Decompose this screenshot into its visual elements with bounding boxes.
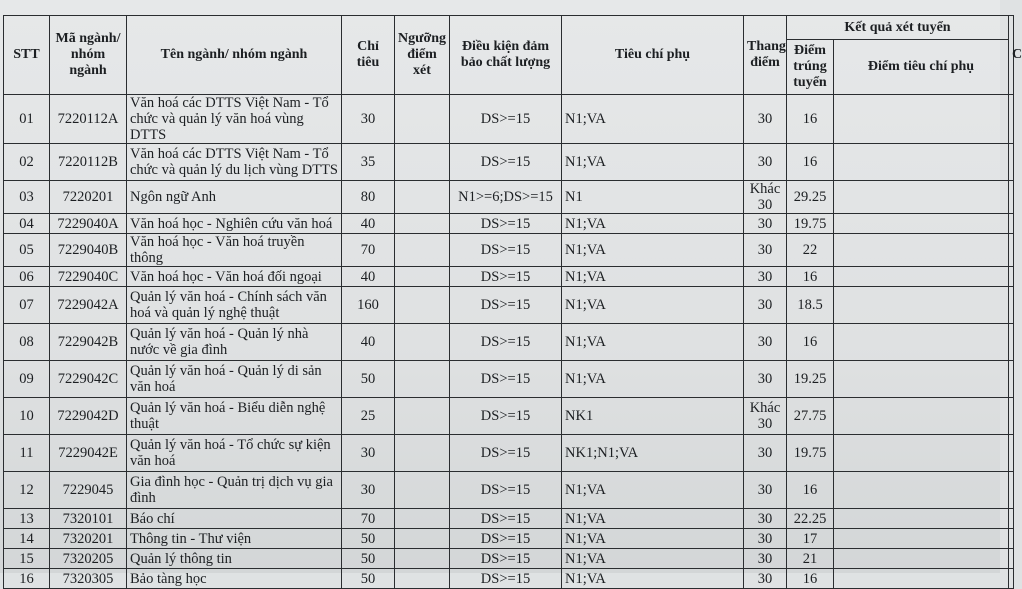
table-row [4,529,1014,549]
header-diem-trung-tuyen: Điểm trúng tuyển [787,40,834,95]
cell-ma-nganh: 7229040A [50,214,127,234]
cell-extra [1009,529,1014,549]
cell-chi-tieu: 50 [342,569,395,589]
table-row [4,569,1014,589]
header-extra: C [1009,16,1014,95]
cell-dieu-kien: DS>=15 [450,569,562,589]
cell-dieu-kien: N1>=6;DS>=15 [450,181,562,214]
table-row [4,549,1014,569]
table-row [4,324,1014,361]
cell-dieu-kien: DS>=15 [450,472,562,509]
cell-ma-nganh: 7229042E [50,435,127,472]
cell-tieu-chi-phu: N1;VA [562,529,744,549]
table-header [4,16,1022,95]
cell-diem-trung-tuyen: 16 [787,267,834,287]
cell-diem-trung-tuyen: 29.25 [787,181,834,214]
header-ten-nganh: Tên ngành/ nhóm ngành [127,16,342,95]
cell-tieu-chi-phu: N1;VA [562,144,744,181]
cell-chi-tieu: 30 [342,95,395,144]
cell-dieu-kien: DS>=15 [450,144,562,181]
cell-stt: 07 [4,287,50,324]
cell-ma-nganh: 7229042B [50,324,127,361]
header-tieu-chi-phu: Tiêu chí phụ [562,16,744,95]
cell-thang-diem: 30 [744,95,787,144]
cell-ma-nganh: 7320101 [50,509,127,529]
table-row [4,267,1014,287]
cell-diem-tieu-chi-phu [834,95,1009,144]
cell-ma-nganh: 7229040C [50,267,127,287]
cell-diem-trung-tuyen: 22 [787,234,834,267]
cell-diem-trung-tuyen: 18.5 [787,287,834,324]
cell-dieu-kien: DS>=15 [450,549,562,569]
header-nguong-diem: Ngưỡng điểm xét [395,16,450,95]
cell-diem-tieu-chi-phu [834,234,1009,267]
table-row [4,95,1014,144]
cell-ten-nganh: Bảo tàng học [127,569,342,589]
cell-ma-nganh: 7229045 [50,472,127,509]
cell-extra [1009,214,1014,234]
cell-stt: 15 [4,549,50,569]
cell-stt: 10 [4,398,50,435]
cell-nguong-diem [395,214,450,234]
cell-extra [1009,509,1014,529]
cell-ma-nganh: 7220112B [50,144,127,181]
cell-thang-diem: Khác 30 [744,398,787,435]
cell-chi-tieu: 70 [342,234,395,267]
cell-extra [1009,267,1014,287]
cell-thang-diem: 30 [744,472,787,509]
cell-stt: 09 [4,361,50,398]
cell-chi-tieu: 40 [342,267,395,287]
cell-diem-trung-tuyen: 21 [787,549,834,569]
cell-extra [1009,569,1014,589]
table-row [4,435,1014,472]
cell-ten-nganh: Thông tin - Thư viện [127,529,342,549]
cell-dieu-kien: DS>=15 [450,95,562,144]
cell-extra [1009,472,1014,509]
cell-diem-tieu-chi-phu [834,569,1009,589]
cell-diem-trung-tuyen: 16 [787,95,834,144]
cell-thang-diem: 30 [744,549,787,569]
header-dieu-kien: Điều kiện đảm bảo chất lượng [450,16,562,95]
header-diem-tieu-chi-phu: Điểm tiêu chí phụ [834,40,1009,95]
header-chi-tieu: Chỉ tiêu [342,16,395,95]
cell-dieu-kien: DS>=15 [450,529,562,549]
cell-tieu-chi-phu: N1;VA [562,214,744,234]
cell-chi-tieu: 50 [342,361,395,398]
cell-ma-nganh: 7229042A [50,287,127,324]
cell-stt: 12 [4,472,50,509]
cell-ten-nganh: Quản lý thông tin [127,549,342,569]
table-row [4,287,1014,324]
cell-tieu-chi-phu: N1;VA [562,569,744,589]
cell-thang-diem: 30 [744,509,787,529]
cell-diem-tieu-chi-phu [834,398,1009,435]
cell-stt: 08 [4,324,50,361]
cell-tieu-chi-phu: NK1 [562,398,744,435]
cell-nguong-diem [395,569,450,589]
cell-ten-nganh: Văn hoá học - Văn hoá truyền thông [127,234,342,267]
table-row [4,398,1014,435]
cell-diem-tieu-chi-phu [834,529,1009,549]
cell-diem-trung-tuyen: 19.25 [787,361,834,398]
cell-diem-tieu-chi-phu [834,267,1009,287]
cell-extra [1009,549,1014,569]
cell-ten-nganh: Ngôn ngữ Anh [127,181,342,214]
cell-diem-tieu-chi-phu [834,181,1009,214]
cell-diem-trung-tuyen: 17 [787,529,834,549]
cell-dieu-kien: DS>=15 [450,509,562,529]
cell-thang-diem: 30 [744,435,787,472]
cell-tieu-chi-phu: N1 [562,181,744,214]
cell-ten-nganh: Văn hoá các DTTS Việt Nam - Tổ chức và quản lý du lịch vùng DTTS [127,144,342,181]
cell-chi-tieu: 80 [342,181,395,214]
cell-thang-diem: 30 [744,324,787,361]
table-row [4,361,1014,398]
cell-tieu-chi-phu: N1;VA [562,267,744,287]
cell-ten-nganh: Quản lý văn hoá - Chính sách văn hoá và quản lý nghệ thuật [127,287,342,324]
cell-ten-nganh: Gia đình học - Quản trị dịch vụ gia đình [127,472,342,509]
cell-diem-trung-tuyen: 27.75 [787,398,834,435]
cell-stt: 16 [4,569,50,589]
cell-ten-nganh: Quản lý văn hoá - Tổ chức sự kiện văn hoá [127,435,342,472]
cell-ma-nganh: 7229042C [50,361,127,398]
cell-stt: 11 [4,435,50,472]
cell-ten-nganh: Quản lý văn hoá - Quản lý di sản văn hoá [127,361,342,398]
cell-diem-trung-tuyen: 16 [787,144,834,181]
cell-chi-tieu: 30 [342,435,395,472]
cell-dieu-kien: DS>=15 [450,324,562,361]
cell-stt: 01 [4,95,50,144]
cell-stt: 04 [4,214,50,234]
cell-ma-nganh: 7229042D [50,398,127,435]
table-row [4,144,1014,181]
cell-dieu-kien: DS>=15 [450,287,562,324]
table-row [4,181,1014,214]
cell-stt: 05 [4,234,50,267]
cell-tieu-chi-phu: N1;VA [562,549,744,569]
cell-tieu-chi-phu: N1;VA [562,509,744,529]
table-row [4,509,1014,529]
cell-diem-tieu-chi-phu [834,549,1009,569]
cell-chi-tieu: 25 [342,398,395,435]
cell-chi-tieu: 30 [342,472,395,509]
header-thang-diem: Thang điểm [744,16,787,95]
cell-nguong-diem [395,287,450,324]
cell-extra [1009,324,1014,361]
cell-nguong-diem [395,144,450,181]
cell-ma-nganh: 7320201 [50,529,127,549]
cell-thang-diem: 30 [744,361,787,398]
cell-dieu-kien: DS>=15 [450,234,562,267]
cell-diem-trung-tuyen: 16 [787,324,834,361]
admission-results-table [3,15,1022,589]
cell-extra [1009,435,1014,472]
cell-thang-diem: 30 [744,569,787,589]
cell-tieu-chi-phu: N1;VA [562,234,744,267]
cell-diem-trung-tuyen: 19.75 [787,435,834,472]
header-ma-nganh: Mã ngành/ nhóm ngành [50,16,127,95]
cell-diem-tieu-chi-phu [834,324,1009,361]
cell-nguong-diem [395,472,450,509]
cell-extra [1009,144,1014,181]
cell-ma-nganh: 7220112A [50,95,127,144]
cell-diem-tieu-chi-phu [834,144,1009,181]
cell-diem-tieu-chi-phu [834,472,1009,509]
cell-ten-nganh: Văn hoá học - Văn hoá đối ngoại [127,267,342,287]
table-body [4,95,1014,589]
cell-stt: 02 [4,144,50,181]
cell-thang-diem: 30 [744,287,787,324]
header-ket-qua-xet-tuyen: Kết quả xét tuyển [787,16,1009,40]
cell-diem-trung-tuyen: 22.25 [787,509,834,529]
cell-tieu-chi-phu: N1;VA [562,472,744,509]
table-row [4,214,1014,234]
table-row [4,472,1014,509]
cell-diem-tieu-chi-phu [834,287,1009,324]
cell-diem-tieu-chi-phu [834,509,1009,529]
cell-dieu-kien: DS>=15 [450,398,562,435]
cell-tieu-chi-phu: N1;VA [562,361,744,398]
cell-thang-diem: 30 [744,529,787,549]
cell-nguong-diem [395,267,450,287]
cell-extra [1009,361,1014,398]
cell-chi-tieu: 50 [342,549,395,569]
cell-nguong-diem [395,234,450,267]
cell-diem-tieu-chi-phu [834,214,1009,234]
cell-nguong-diem [395,549,450,569]
cell-ma-nganh: 7229040B [50,234,127,267]
cell-nguong-diem [395,324,450,361]
cell-extra [1009,287,1014,324]
cell-nguong-diem [395,181,450,214]
cell-nguong-diem [395,361,450,398]
cell-extra [1009,234,1014,267]
cell-ten-nganh: Báo chí [127,509,342,529]
header-stt: STT [4,16,50,95]
cell-extra [1009,398,1014,435]
cell-ma-nganh: 7320205 [50,549,127,569]
cell-nguong-diem [395,529,450,549]
cell-ten-nganh: Quản lý văn hoá - Biểu diễn nghệ thuật [127,398,342,435]
cell-nguong-diem [395,398,450,435]
cell-dieu-kien: DS>=15 [450,214,562,234]
cell-diem-tieu-chi-phu [834,361,1009,398]
cell-thang-diem: 30 [744,267,787,287]
cell-extra [1009,95,1014,144]
cell-dieu-kien: DS>=15 [450,435,562,472]
cell-stt: 06 [4,267,50,287]
cell-diem-tieu-chi-phu [834,435,1009,472]
table-row [4,234,1014,267]
cell-ten-nganh: Quản lý văn hoá - Quản lý nhà nước về gia đình [127,324,342,361]
cell-stt: 14 [4,529,50,549]
cell-thang-diem: 30 [744,234,787,267]
cell-tieu-chi-phu: NK1;N1;VA [562,435,744,472]
cell-chi-tieu: 70 [342,509,395,529]
cell-extra [1009,181,1014,214]
cell-ten-nganh: Văn hoá học - Nghiên cứu văn hoá [127,214,342,234]
cell-chi-tieu: 35 [342,144,395,181]
cell-nguong-diem [395,95,450,144]
cell-chi-tieu: 50 [342,529,395,549]
cell-nguong-diem [395,435,450,472]
cell-nguong-diem [395,509,450,529]
cell-diem-trung-tuyen: 16 [787,472,834,509]
cell-chi-tieu: 40 [342,324,395,361]
cell-thang-diem: 30 [744,214,787,234]
cell-diem-trung-tuyen: 19.75 [787,214,834,234]
cell-ten-nganh: Văn hoá các DTTS Việt Nam - Tổ chức và quản lý văn hoá vùng DTTS [127,95,342,144]
cell-tieu-chi-phu: N1;VA [562,287,744,324]
cell-tieu-chi-phu: N1;VA [562,95,744,144]
cell-chi-tieu: 40 [342,214,395,234]
cell-thang-diem: Khác 30 [744,181,787,214]
cell-stt: 13 [4,509,50,529]
cell-tieu-chi-phu: N1;VA [562,324,744,361]
cell-dieu-kien: DS>=15 [450,267,562,287]
cell-thang-diem: 30 [744,144,787,181]
cell-chi-tieu: 160 [342,287,395,324]
cell-diem-trung-tuyen: 16 [787,569,834,589]
cell-ma-nganh: 7220201 [50,181,127,214]
cell-dieu-kien: DS>=15 [450,361,562,398]
cell-ma-nganh: 7320305 [50,569,127,589]
cell-stt: 03 [4,181,50,214]
